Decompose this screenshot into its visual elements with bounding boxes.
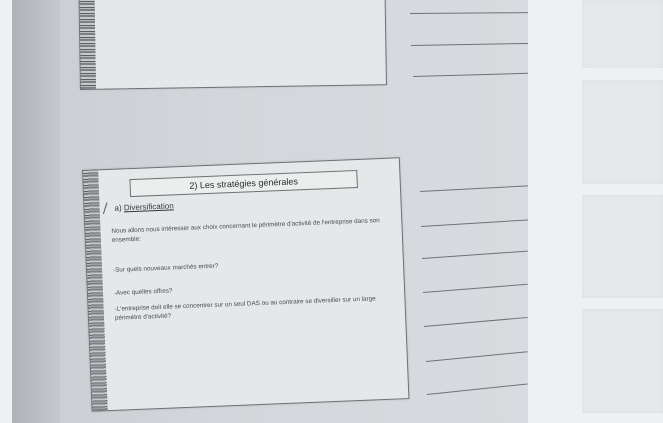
- note-line: [420, 185, 528, 192]
- note-line: [423, 284, 528, 293]
- slide-paragraph: Nous allons nous intéresser aux choix concernant le périmètre d'activité de l'entreprise dans son ensemble:: [111, 217, 380, 244]
- heading-bullet-mark: [103, 202, 112, 215]
- background-page-thumbnail: [582, 0, 663, 68]
- top-slide-frame: [78, 0, 386, 90]
- printed-handout-page: [12, 0, 528, 423]
- slide-subheading: [114, 201, 173, 212]
- background-page-thumbnail: [582, 309, 663, 413]
- note-line: [422, 251, 528, 259]
- slide-title: 2) Les stratégies générales: [129, 170, 358, 197]
- note-line: [426, 351, 528, 362]
- background-page-thumbnail: [582, 195, 663, 298]
- slide-paragraph: -Sur quels nouveaux marchés entrer?: [112, 262, 219, 274]
- subheading-prefix: a): [114, 203, 122, 213]
- slide-paragraph: -Avec quelles offres?: [113, 287, 173, 297]
- subheading-text: Diversification: [123, 201, 174, 213]
- note-line: [424, 317, 528, 327]
- note-line: [413, 73, 528, 77]
- note-line: [421, 219, 528, 227]
- slide-paragraph: -L'entreprise doit elle se concentrer sur un seul DAS ou au contraire se diversifier sur un large périmètre d'activité?: [114, 295, 376, 322]
- faint-footer-mark: · ·: [114, 77, 123, 84]
- background-page-thumbnail: [582, 80, 663, 184]
- faint-footer-mark: · · ·: [230, 72, 244, 79]
- note-line: [411, 43, 528, 46]
- note-line: [410, 12, 528, 14]
- slide-side-bar: [80, 0, 96, 89]
- strategies-slide-frame: [82, 157, 409, 412]
- note-line: [427, 383, 528, 395]
